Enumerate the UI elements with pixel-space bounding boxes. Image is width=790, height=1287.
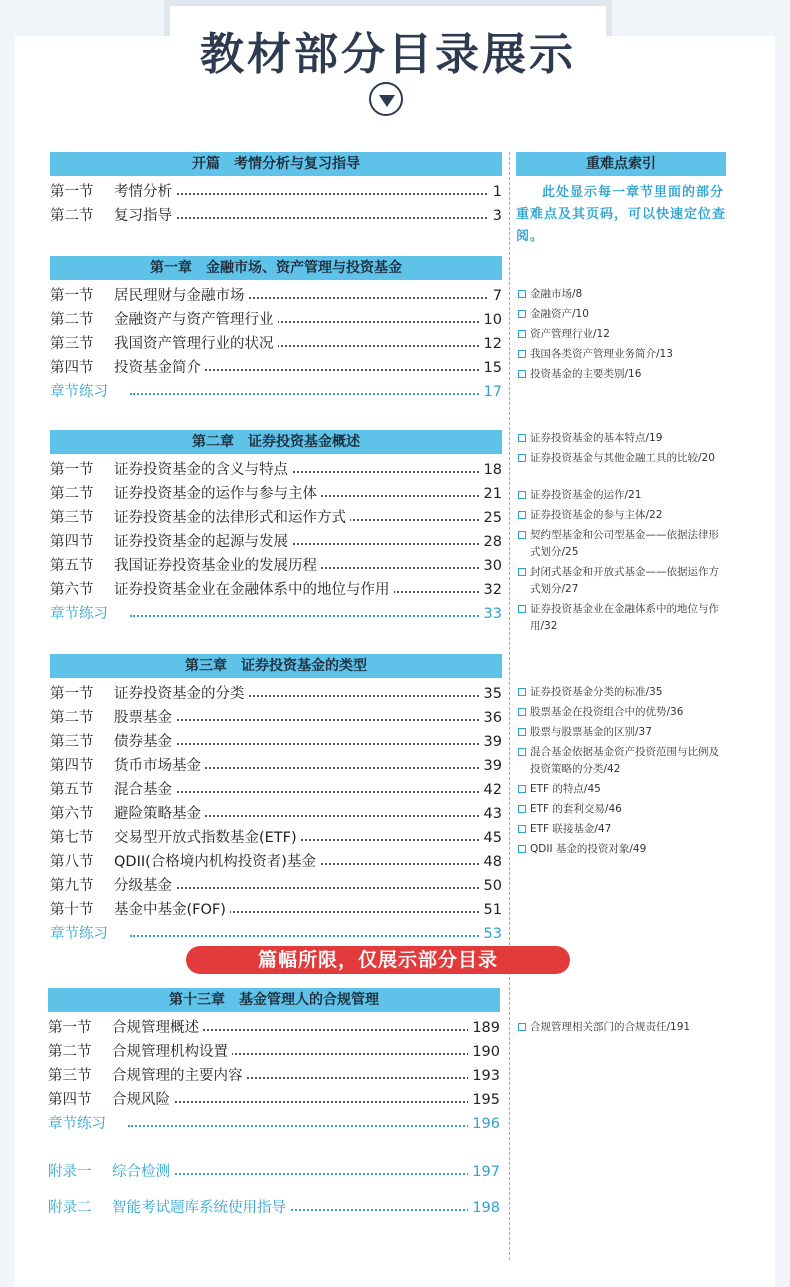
key-point-item: 契约型基金和公司型基金——依据法律形式划分/25	[518, 527, 728, 561]
appendix-row[interactable]	[48, 1197, 500, 1219]
page-number: 1	[489, 181, 502, 203]
section-title: 混合基金	[114, 779, 176, 801]
leader-dots	[130, 615, 502, 617]
section-number: 附录二	[48, 1200, 92, 1216]
section-title: 债券基金	[114, 731, 176, 753]
page-number: 36	[480, 707, 502, 729]
page-number: 51	[480, 899, 502, 921]
page-number: 39	[480, 731, 502, 753]
section-title: 合规管理的主要内容	[112, 1065, 247, 1087]
section-number: 第十节	[50, 902, 94, 918]
chapter-practice-row[interactable]	[48, 1113, 500, 1135]
appendix-row[interactable]	[48, 1161, 500, 1183]
toc-row[interactable]	[50, 755, 502, 777]
key-point-item: 证券投资基金分类的标准/35	[518, 684, 728, 701]
toc-row[interactable]	[50, 531, 502, 553]
section-number: 第四节	[50, 534, 94, 550]
page-number: 17	[480, 381, 502, 403]
key-point-item: 证券投资基金与其他金融工具的比较/20	[518, 450, 728, 467]
toc-row[interactable]	[50, 707, 502, 729]
page-number: 50	[480, 875, 502, 897]
page-number: 195	[468, 1089, 500, 1111]
section-title: 智能考试题库系统使用指导	[112, 1197, 290, 1219]
chapter-header: 第三章 证券投资基金的类型	[50, 654, 502, 678]
toc-row[interactable]	[50, 899, 502, 921]
section-title: 避险策略基金	[114, 803, 205, 825]
toc-row[interactable]	[48, 1017, 500, 1039]
page-number: 53	[480, 923, 502, 945]
page-number: 21	[480, 483, 502, 505]
section-number: 第六节	[50, 806, 94, 822]
page-title: 教材部分目录展示	[200, 29, 576, 80]
section-number: 第二节	[50, 710, 94, 726]
page-number: 35	[480, 683, 502, 705]
section-title: 我国证券投资基金业的发展历程	[114, 555, 321, 577]
chapter-header: 第二章 证券投资基金概述	[50, 430, 502, 454]
key-point-item: ETF 的特点/45	[518, 781, 728, 798]
page-number: 197	[468, 1161, 500, 1183]
toc-row[interactable]	[50, 851, 502, 873]
key-point-item: 股票基金在投资组合中的优势/36	[518, 704, 728, 721]
page-number: 45	[480, 827, 502, 849]
toc-row[interactable]	[50, 459, 502, 481]
practice-label: 章节练习	[50, 381, 112, 403]
toc-row[interactable]	[48, 1089, 500, 1111]
section-title: 证券投资基金的含义与特点	[114, 459, 292, 481]
key-point-item: 证券投资基金的基本特点/19	[518, 430, 728, 447]
section-number: 第九节	[50, 878, 94, 894]
chapter-header: 第一章 金融市场、资产管理与投资基金	[50, 256, 502, 280]
chapter-practice-row[interactable]	[50, 923, 502, 945]
toc-row[interactable]	[50, 579, 502, 601]
section-title: 综合检测	[112, 1161, 174, 1183]
section-title: 证券投资基金业在金融体系中的地位与作用	[114, 579, 394, 601]
toc-row[interactable]	[50, 683, 502, 705]
section-number: 第一节	[48, 1020, 92, 1036]
key-point-item: 混合基金依据基金资产投资范围与比例及投资策略的分类/42	[518, 744, 728, 778]
key-point-item: QDII 基金的投资对象/49	[518, 841, 728, 858]
leader-dots	[130, 935, 502, 937]
key-point-item: 金融资产/10	[518, 306, 728, 323]
page-number: 43	[480, 803, 502, 825]
section-title: 合规管理概述	[112, 1017, 203, 1039]
page-number: 12	[480, 333, 502, 355]
leader-dots	[130, 393, 502, 395]
section-number: 第一节	[50, 686, 94, 702]
sidebar-header: 重难点索引	[516, 152, 726, 176]
practice-label: 章节练习	[50, 923, 112, 945]
toc-row[interactable]	[50, 779, 502, 801]
toc-row[interactable]	[48, 1065, 500, 1087]
section-title: 合规管理机构设置	[112, 1041, 232, 1063]
toc-row[interactable]	[50, 309, 502, 331]
chapter-practice-row[interactable]	[50, 381, 502, 403]
section-number: 第一节	[50, 462, 94, 478]
section-number: 第二节	[50, 208, 94, 224]
key-point-item: 投资基金的主要类别/16	[518, 366, 728, 383]
section-title: 投资基金简介	[114, 357, 205, 379]
section-title: 证券投资基金的分类	[114, 683, 249, 705]
section-number: 第三节	[48, 1068, 92, 1084]
key-point-item: ETF 的套利交易/46	[518, 801, 728, 818]
page-number: 196	[468, 1113, 500, 1135]
key-point-item: 股票与股票基金的区别/37	[518, 724, 728, 741]
section-title: 交易型开放式指数基金(ETF)	[114, 827, 301, 849]
section-number: 第四节	[48, 1092, 92, 1108]
section-number: 第四节	[50, 758, 94, 774]
section-title: 证券投资基金的起源与发展	[114, 531, 292, 553]
toc-row[interactable]	[50, 731, 502, 753]
chapter-header: 开篇 考情分析与复习指导	[50, 152, 502, 176]
section-number: 第三节	[50, 734, 94, 750]
page-number: 33	[480, 603, 502, 625]
section-title: 我国资产管理行业的状况	[114, 333, 278, 355]
page-number: 48	[480, 851, 502, 873]
toc-row[interactable]	[50, 285, 502, 307]
section-number: 第二节	[48, 1044, 92, 1060]
section-title: 合规风险	[112, 1089, 174, 1111]
key-point-item: 资产管理行业/12	[518, 326, 728, 343]
page-number: 42	[480, 779, 502, 801]
section-title: 基金中基金(FOF)	[114, 899, 230, 921]
page-number: 30	[480, 555, 502, 577]
section-number: 第一节	[50, 288, 94, 304]
section-number: 第四节	[50, 360, 94, 376]
section-number: 第三节	[50, 510, 94, 526]
section-number: 第一节	[50, 184, 94, 200]
chapter-header: 第十三章 基金管理人的合规管理	[48, 988, 500, 1012]
leader-dots	[128, 1125, 500, 1127]
key-point-item: ETF 联接基金/47	[518, 821, 728, 838]
section-number: 第三节	[50, 336, 94, 352]
section-title: QDII(合格境内机构投资者)基金	[114, 851, 320, 873]
page-number: 32	[480, 579, 502, 601]
key-point-item: 证券投资基金业在金融体系中的地位与作用/32	[518, 601, 728, 635]
toc-row[interactable]	[48, 1041, 500, 1063]
toc-row[interactable]	[50, 555, 502, 577]
page-number: 190	[468, 1041, 500, 1063]
section-title: 货币市场基金	[114, 755, 205, 777]
page-number: 189	[468, 1017, 500, 1039]
page-number: 39	[480, 755, 502, 777]
practice-label: 章节练习	[48, 1113, 110, 1135]
practice-label: 章节练习	[50, 603, 112, 625]
page-number: 198	[468, 1197, 500, 1219]
section-title: 金融资产与资产管理行业	[114, 309, 278, 331]
section-number: 第七节	[50, 830, 94, 846]
key-point-item: 证券投资基金的参与主体/22	[518, 507, 728, 524]
section-number: 第二节	[50, 486, 94, 502]
toc-row[interactable]	[50, 483, 502, 505]
key-point-item: 封闭式基金和开放式基金——依据运作方式划分/27	[518, 564, 728, 598]
section-title: 证券投资基金的运作与参与主体	[114, 483, 321, 505]
chapter-practice-row[interactable]	[50, 603, 502, 625]
key-point-item: 我国各类资产管理业务简介/13	[518, 346, 728, 363]
page-number: 3	[489, 205, 502, 227]
key-point-item: 金融市场/8	[518, 286, 728, 303]
sidebar-note: 此处显示每一章节里面的部分重难点及其页码，可以快速定位查阅。	[516, 185, 727, 244]
key-point-item: 合规管理相关部门的合规责任/191	[518, 1019, 728, 1036]
toc-row[interactable]	[50, 803, 502, 825]
down-arrow-icon[interactable]	[369, 82, 403, 116]
toc-row[interactable]	[50, 181, 502, 203]
toc-row[interactable]	[50, 507, 502, 529]
section-number: 第六节	[50, 582, 94, 598]
toc-row[interactable]	[50, 333, 502, 355]
section-title: 复习指导	[114, 205, 176, 227]
page-number: 15	[480, 357, 502, 379]
page-number: 7	[489, 285, 502, 307]
section-title: 分级基金	[114, 875, 176, 897]
page-number: 193	[468, 1065, 500, 1087]
page-number: 28	[480, 531, 502, 553]
section-title: 股票基金	[114, 707, 176, 729]
toc-row[interactable]	[50, 205, 502, 227]
notice-banner: 篇幅所限，仅展示部分目录	[186, 946, 570, 974]
section-title: 考情分析	[114, 181, 176, 203]
toc-row[interactable]	[50, 357, 502, 379]
section-number: 第五节	[50, 782, 94, 798]
section-number: 第二节	[50, 312, 94, 328]
page-number: 18	[480, 459, 502, 481]
page-number: 25	[480, 507, 502, 529]
page-number: 10	[480, 309, 502, 331]
divider	[509, 152, 510, 1260]
section-number: 第五节	[50, 558, 94, 574]
key-point-item: 证券投资基金的运作/21	[518, 487, 728, 504]
toc-row[interactable]	[50, 875, 502, 897]
section-title: 居民理财与金融市场	[114, 285, 249, 307]
section-title: 证券投资基金的法律形式和运作方式	[114, 507, 350, 529]
section-number: 附录一	[48, 1164, 92, 1180]
section-number: 第八节	[50, 854, 94, 870]
toc-row[interactable]	[50, 827, 502, 849]
